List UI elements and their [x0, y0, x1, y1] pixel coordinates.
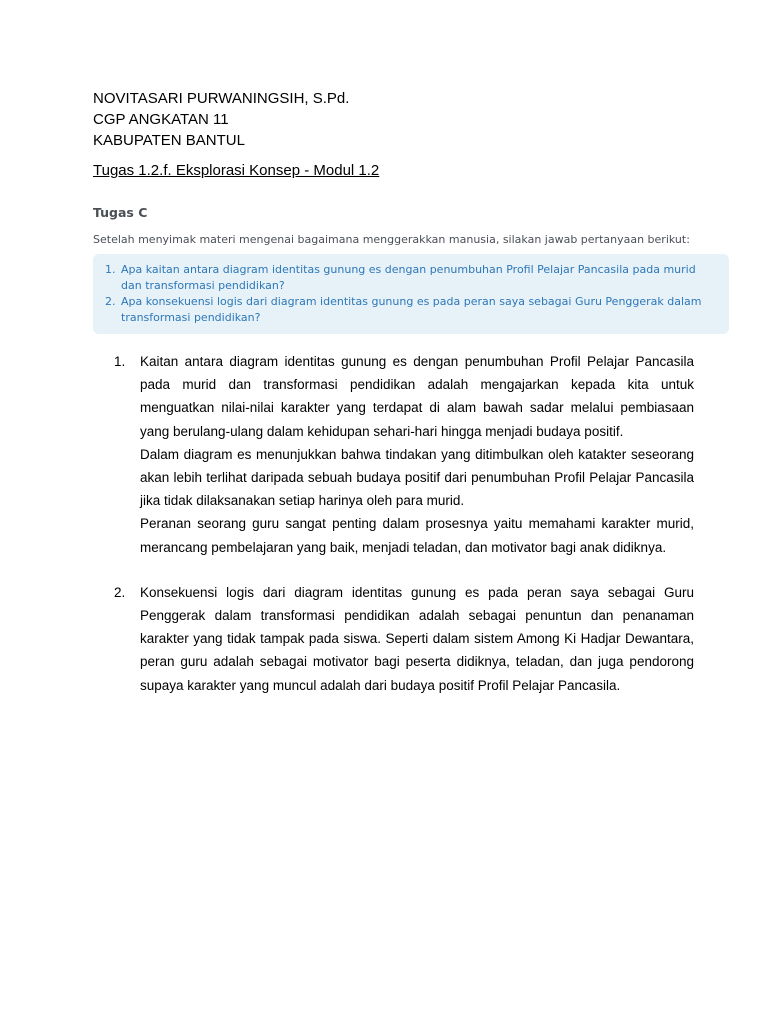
task-instruction: Setelah menyimak materi mengenai bagaimana menggerakkan manusia, silakan jawab pertanyaan berikut:	[93, 233, 690, 246]
answer-number: 1.	[114, 354, 126, 369]
answer-item	[114, 581, 694, 697]
answer-body	[140, 350, 694, 559]
answers-list	[114, 350, 694, 697]
question-item	[105, 262, 719, 294]
question-number: 1.	[105, 263, 116, 276]
document-title: Tugas 1.2.f. Eksplorasi Konsep - Modul 1.2	[93, 162, 380, 179]
answer-body	[140, 581, 694, 697]
question-number: 2.	[105, 295, 116, 308]
answer-paragraph: Konsekuensi logis dari diagram identitas gunung es pada peran saya sebagai Guru Penggerak dalam transformasi pendidikan adalah sebagai penuntun dan penanaman karakter yang tidak tampak pada siswa. Seperti dalam sistem Among Ki Hadjar Dewantara, peran guru adalah sebagai motivator bagi peserta didiknya, teladan, dan juga pendorong supaya karakter yang muncul adalah dari budaya positif Profil Pelajar Pancasila.	[140, 584, 694, 693]
question-text: Apa kaitan antara diagram identitas gunung es dengan penumbuhan Profil Pelajar Pancasila pada murid dan transformasi pendidikan?	[121, 263, 696, 292]
author-name: NOVITASARI PURWANINGSIH, S.Pd.	[93, 90, 350, 107]
answer-number: 2.	[114, 584, 126, 600]
question-item	[105, 294, 719, 326]
task-screenshot	[93, 204, 729, 334]
answer-paragraph: Dalam diagram es menunjukkan bahwa tindakan yang ditimbulkan oleh katakter seseorang akan lebih terlihat daripada sebuah budaya positif dari penumbuhan Profil Pelajar Pancasila jika tidak dilaksanakan setiap harinya oleh para murid.	[140, 446, 694, 509]
question-text: Apa konsekuensi logis dari diagram identitas gunung es pada peran saya sebagai Guru Penggerak dalam transformasi pendidikan?	[121, 295, 702, 324]
region-label: KABUPATEN BANTUL	[93, 132, 245, 149]
task-heading: Tugas C	[93, 205, 148, 220]
answer-item	[114, 350, 694, 559]
batch-label: CGP ANGKATAN 11	[93, 111, 229, 128]
question-box	[93, 254, 729, 334]
answer-paragraph: Peranan seorang guru sangat penting dalam prosesnya yaitu memahami karakter murid, merancang pembelajaran yang baik, menjadi teladan, dan motivator bagi anak didiknya.	[140, 516, 694, 555]
answer-paragraph: Kaitan antara diagram identitas gunung es dengan penumbuhan Profil Pelajar Pancasila pada murid dan transformasi pendidikan adalah mengajarkan kepada kita untuk menguatkan nilai-nilai karakter yang terdapat di alam bawah sadar melalui pembiasaan yang berulang-ulang dalam kehidupan sehari-hari hingga menjadi budaya positif.	[140, 354, 694, 439]
